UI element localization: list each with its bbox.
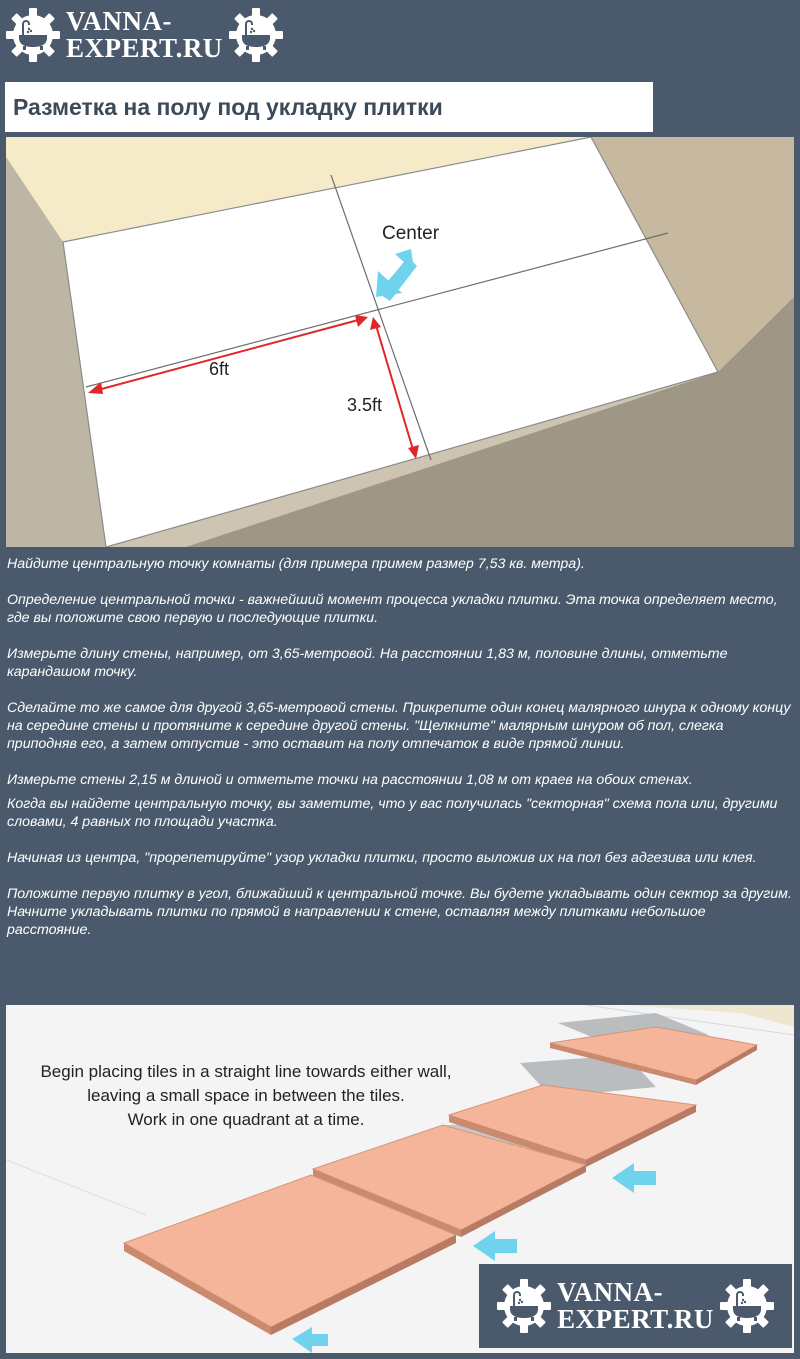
brand-line-1: VANNA- <box>66 6 173 36</box>
caption-line-1: Begin placing tiles in a straight line towards either wall, <box>40 1062 452 1081</box>
brand-line-1: VANNA- <box>557 1277 664 1307</box>
page-title: Разметка на полу под укладку плитки <box>13 93 443 120</box>
paragraph-6: Когда вы найдете центральную точку, вы заметите, что у вас получилась "секторная" схема пола или, другими словами, 4 равных по площади участка. <box>7 796 778 830</box>
brand-name <box>66 8 223 62</box>
width-label: 6ft <box>209 359 230 379</box>
caption-line-2: leaving a small space in between the tiles. <box>87 1086 405 1105</box>
floor-marking-illustration <box>6 137 794 547</box>
brand-line-2: EXPERT.RU <box>66 33 223 63</box>
gear-bathtub-icon <box>495 1277 553 1335</box>
gear-bathtub-icon <box>4 6 62 64</box>
paragraph-4: Сделайте то же самое для другой 3,65-метровой стены. Прикрепите один конец малярного шнура к одному концу на середине стены и протяните к середине другой стены. "Щелкните" малярным шнуром об пол, слегка приподняв его, а затем отпустив - это оставит на полу отпечаток в виде прямой линии. <box>7 700 791 752</box>
paragraph-3: Измерьте длину стены, например, от 3,65-метровой. На расстоянии 1,83 м, половине длины, отметьте карандашом точку. <box>7 646 728 680</box>
brand-line-2: EXPERT.RU <box>557 1304 714 1334</box>
title-bar <box>5 82 653 132</box>
brand-name <box>557 1279 714 1333</box>
paragraph-1: Найдите центральную точку комнаты (для примера примем размер 7,53 кв. метра). <box>7 556 585 572</box>
paragraph-2: Определение центральной точки - важнейший момент процесса укладки плитки. Эта точка определяет место, где вы положите свою первую и последующие плитки. <box>7 592 778 626</box>
gear-bathtub-icon <box>227 6 285 64</box>
paragraph-8: Положите первую плитку в угол, ближайший к центральной точке. Вы будете укладывать один сектор за другим. Начните укладывать плитки по прямой в направлении к стене, оставляя между плитками небольшое расстояние. <box>7 886 792 938</box>
paragraph-7: Начиная из центра, "прорепетируйте" узор укладки плитки, просто выложив их на пол без адгезива или клея. <box>7 850 757 866</box>
center-label: Center <box>382 223 440 244</box>
gear-bathtub-icon <box>718 1277 776 1335</box>
height-label: 3.5ft <box>347 395 383 415</box>
caption-line-3: Work in one quadrant at a time. <box>127 1110 365 1129</box>
instructions-text <box>7 555 793 939</box>
paragraph-5: Измерьте стены 2,15 м длиной и отметьте точки на расстоянии 1,08 м от краев на обоих стенах. <box>7 772 693 788</box>
watermark-logo <box>479 1264 792 1348</box>
site-logo[interactable] <box>4 6 285 64</box>
